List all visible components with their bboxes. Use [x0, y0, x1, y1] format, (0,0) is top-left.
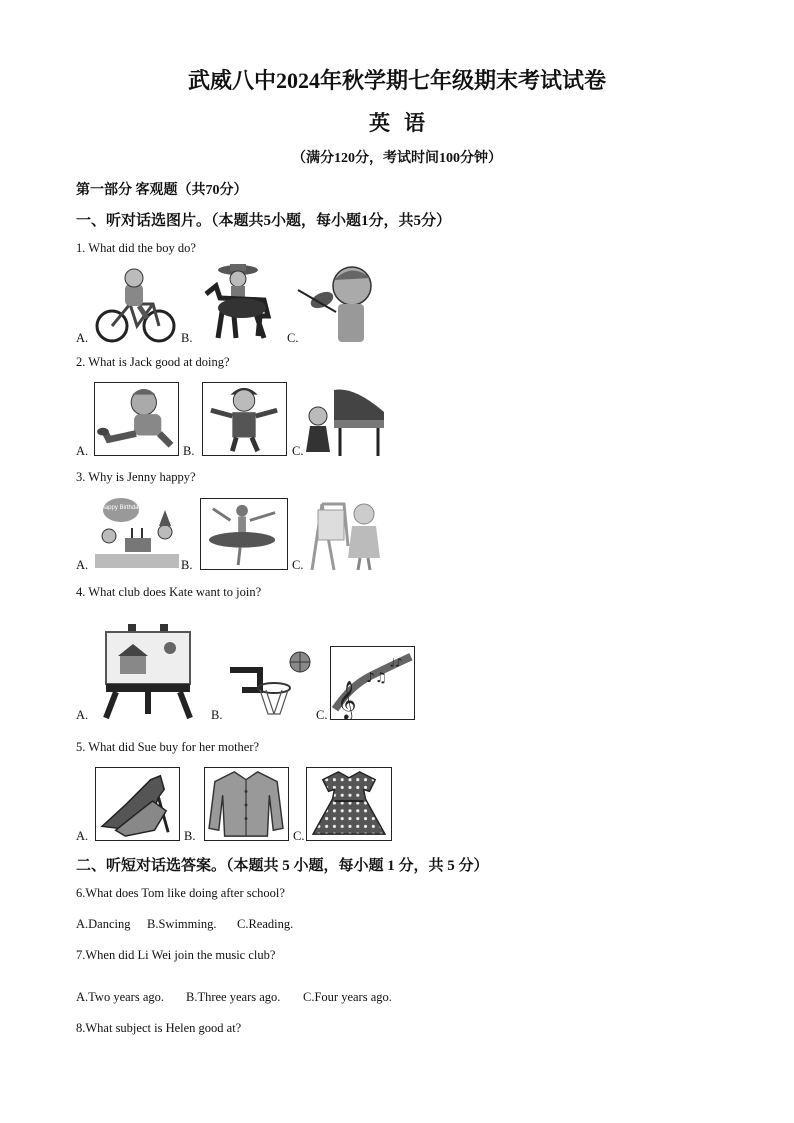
easel-painting-icon — [100, 624, 196, 720]
question-7-stem: 7.When did Li Wei join the music club? — [76, 948, 276, 962]
birthday-party-icon — [95, 496, 179, 570]
blouse-icon — [204, 767, 289, 841]
question-6-option-a: A.Dancing — [76, 917, 131, 931]
option-label: A. — [76, 708, 89, 722]
option-label: A. — [76, 331, 89, 345]
question-7-option-c: C.Four years ago. — [303, 990, 392, 1004]
option-label: C. — [316, 708, 328, 722]
question-6-stem: 6.What does Tom like doing after school? — [76, 886, 285, 900]
option-label: A. — [76, 444, 89, 458]
option-label: B. — [211, 708, 223, 722]
boy-dancing-icon — [202, 382, 287, 456]
high-heel-shoes-icon — [95, 767, 180, 841]
svg-text:♪♫: ♪♫ — [366, 670, 388, 687]
question-6-option-b: B.Swimming. — [147, 917, 217, 931]
question-2-stem: 2. What is Jack good at doing? — [76, 355, 230, 369]
polka-dot-dress-icon — [306, 767, 392, 841]
birthday-banner-text: Happy Birthday — [100, 505, 142, 511]
exam-title: 武威八中2024年秋学期七年级期末考试试卷 — [187, 68, 606, 93]
section-one-heading: 一、听对话选图片。（本题共5小题，每小题1分，共5分） — [76, 213, 452, 229]
question-1-stem: 1. What did the boy do? — [76, 241, 196, 255]
boy-playing-violin-icon — [296, 266, 380, 346]
question-8-stem: 8.What subject is Helen good at? — [76, 1021, 242, 1035]
cowboy-riding-horse-icon — [198, 264, 282, 344]
girl-playing-piano-icon — [304, 386, 388, 458]
section-two-heading: 二、听短对话选答案。（本题共 5 小题，每小题 1 分，共 5 分） — [76, 858, 489, 874]
option-label: C. — [292, 558, 304, 572]
option-label: B. — [183, 444, 195, 458]
option-label: B. — [181, 331, 193, 345]
part-one-heading: 第一部分 客观题（共70分） — [76, 183, 248, 198]
boy-riding-bike-icon — [95, 268, 177, 344]
option-label: B. — [181, 558, 193, 572]
music-notes-icon — [330, 646, 415, 720]
question-7-option-b: B.Three years ago. — [186, 990, 281, 1004]
option-label: C. — [287, 331, 299, 345]
option-label: A. — [76, 558, 89, 572]
question-4-stem: 4. What club does Kate want to join? — [76, 585, 262, 599]
ballet-dancer-icon — [200, 498, 288, 570]
subject-title: 英语 — [369, 111, 439, 135]
option-label: A. — [76, 829, 89, 843]
basketball-hoop-icon — [230, 650, 312, 720]
boy-lying-down-icon — [94, 382, 179, 456]
question-5-stem: 5. What did Sue buy for her mother? — [76, 740, 260, 754]
question-3-stem: 3. Why is Jenny happy? — [76, 470, 196, 484]
girl-painting-icon — [304, 496, 384, 572]
svg-text:𝄞: 𝄞 — [336, 680, 357, 720]
option-label: B. — [184, 829, 196, 843]
option-label: C. — [292, 444, 304, 458]
question-6-option-c: C.Reading. — [237, 917, 294, 931]
svg-text:♩♪: ♩♪ — [389, 655, 403, 670]
question-7-option-a: A.Two years ago. — [76, 990, 164, 1004]
score-info: （满分120分，考试时间100分钟） — [292, 151, 502, 166]
option-label: C. — [293, 829, 305, 843]
